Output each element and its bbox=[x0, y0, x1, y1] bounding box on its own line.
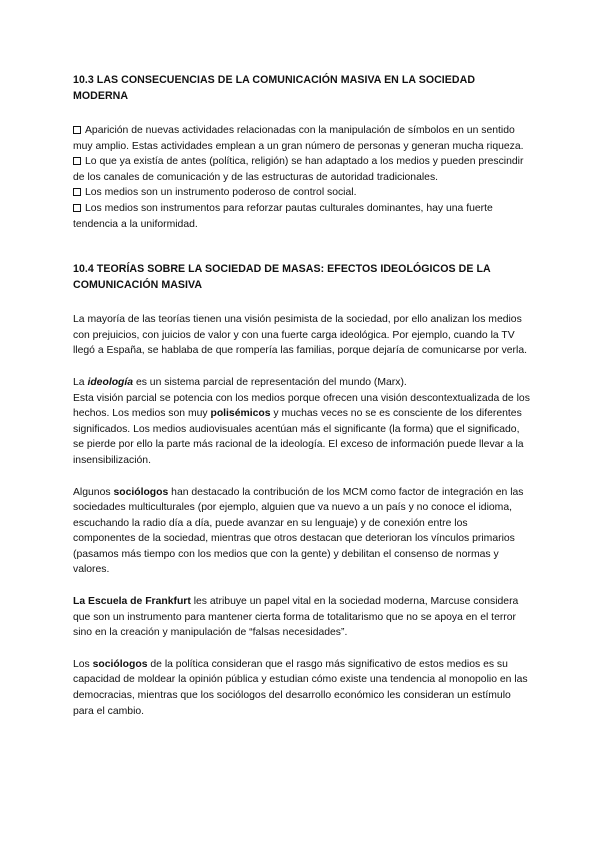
list-item: Los medios son un instrumento poderoso de control social. bbox=[73, 185, 531, 201]
checkbox-bullet-icon bbox=[73, 188, 81, 196]
paragraph-frankfurt-school: La Escuela de Frankfurt les atribuye un papel vital en la sociedad moderna, Marcuse considera que son un instrumento para mantener cierta forma de totalitarismo que no se apoya en el terror sino en la creación y manipulación de “falsas necesidades”. bbox=[73, 596, 519, 639]
checkbox-bullet-icon bbox=[73, 126, 81, 134]
section-heading-10-4: 10.4 TEORÍAS SOBRE LA SOCIEDAD DE MASAS: EFECTOS IDEOLÓGICOS DE LA COMUNICACIÓN MASIVA bbox=[73, 263, 491, 292]
list-item: Aparición de nuevas actividades relacionadas con la manipulación de símbolos en un sentido muy amplio. Estas actividades emplean a un gran número de personas y generan mucha riqueza. bbox=[73, 125, 524, 152]
paragraph-sociologists-integration: Algunos sociólogos han destacado la contribución de los MCM como factor de integración en las sociedades multiculturales (por ejemplo, alguien que va nuevo a un país y no conoce el idioma, escuchando la radio día a día, puede avanzar en su lenguaje) y de conexión entre los componentes de la sociedad, mientras que otros destacan que deterioran los vínculos primarios (pasamos más tiempo con los medios que con la gente) y debilitan el consenso de normas y valores. bbox=[73, 486, 524, 576]
section-heading-10-3: 10.3 LAS CONSECUENCIAS DE LA COMUNICACIÓN MASIVA EN LA SOCIEDAD MODERNA bbox=[73, 74, 476, 102]
document-content bbox=[73, 72, 531, 719]
checkbox-bullet-icon bbox=[73, 204, 81, 212]
list-item: Lo que ya existía de antes (política, religión) se han adaptado a los medios y pueden prescindir de los canales de comunicación y de las estructuras de autoridad tradicionales. bbox=[73, 156, 524, 183]
consequences-list bbox=[73, 123, 531, 232]
paragraph-political-sociologists: Los sociólogos de la política consideran que el rasgo más significativo de estos medios es su capacidad de moldear la opinión pública y estudian cómo existe una tendencia al monopolio en las democracias, mientras que los sociólogos del desarrollo económico les consideran un estímulo para el cambio. bbox=[73, 658, 528, 717]
checkbox-bullet-icon bbox=[73, 157, 81, 165]
paragraph-pessimistic-view: La mayoría de las teorías tienen una visión pesimista de la sociedad, por ello analizan los medios con prejuicios, con juicios de valor y con una fuerte carga ideológica. Por ejemplo, cuando la TV llegó a España, se hablaba de que rompería las familias, porque dejaría de comunicarse por verla. bbox=[73, 314, 527, 357]
list-item: Los medios son instrumentos para reforzar pautas culturales dominantes, hay una fuerte tendencia a la uniformidad. bbox=[73, 202, 493, 230]
paragraph-ideology: La ideología es un sistema parcial de representación del mundo (Marx). Esta visión parcial se potencia con los medios porque ofrecen una visión descontextualizada de los hechos. Los medios son muy polisémicos y muchas veces no se es consciente de los diferentes significados. Los medios audiovisuales acentúan más el significante (la forma) que el significado, se pierde por ello la parte más racional de la ideología. El exceso de información puede llevar a la insensibilización. bbox=[73, 376, 530, 466]
